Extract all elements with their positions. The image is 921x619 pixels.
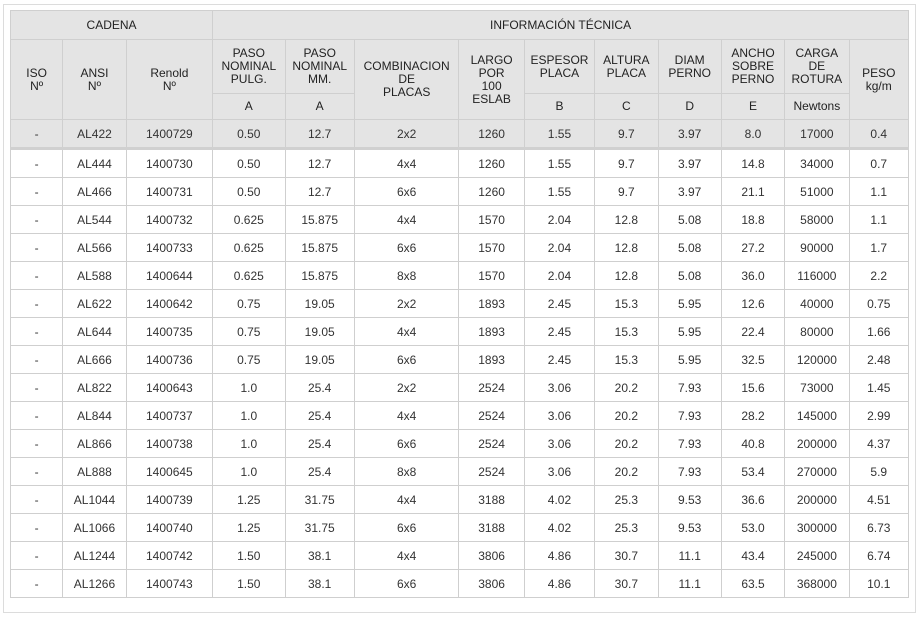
- cell-espesor: 2.04: [524, 234, 594, 262]
- cell-carga: 90000: [785, 234, 849, 262]
- cell-combinacion: 4x4: [354, 402, 459, 430]
- cell-altura: 12.8: [595, 234, 658, 262]
- cell-iso: -: [11, 542, 63, 570]
- cell-iso: -: [11, 430, 63, 458]
- table-body: [11, 120, 909, 598]
- cell-paso-pulg: 0.625: [213, 262, 285, 290]
- cell-diam: 5.95: [658, 290, 721, 318]
- cell-iso: -: [11, 486, 63, 514]
- cell-combinacion: 6x6: [354, 570, 459, 598]
- cell-peso: 2.48: [849, 346, 908, 374]
- cell-ansi: AL1244: [63, 542, 126, 570]
- cell-altura: 15.3: [595, 290, 658, 318]
- cell-renold: 1400732: [126, 206, 212, 234]
- cell-largo: 3806: [459, 542, 524, 570]
- cell-iso: -: [11, 570, 63, 598]
- cell-diam: 5.08: [658, 262, 721, 290]
- cell-ancho: 12.6: [721, 290, 784, 318]
- col-header-carga: CARGA DE ROTURA: [785, 40, 849, 94]
- table-row: [11, 374, 909, 402]
- cell-paso-pulg: 0.75: [213, 290, 285, 318]
- col-header-ancho: ANCHO SOBRE PERNO: [721, 40, 784, 94]
- col-header-combinacion: COMBINACION DE PLACAS: [354, 40, 459, 120]
- cell-carga: 245000: [785, 542, 849, 570]
- cell-carga: 51000: [785, 178, 849, 206]
- cell-diam: 9.53: [658, 486, 721, 514]
- cell-paso-pulg: 1.0: [213, 402, 285, 430]
- cell-combinacion: 6x6: [354, 346, 459, 374]
- cell-altura: 9.7: [595, 120, 658, 149]
- cell-ansi: AL544: [63, 206, 126, 234]
- cell-renold: 1400645: [126, 458, 212, 486]
- table-row: [11, 514, 909, 542]
- cell-ancho: 15.6: [721, 374, 784, 402]
- cell-renold: 1400740: [126, 514, 212, 542]
- cell-peso: 1.1: [849, 206, 908, 234]
- cell-ansi: AL1066: [63, 514, 126, 542]
- table-row: [11, 570, 909, 598]
- cell-combinacion: 8x8: [354, 262, 459, 290]
- cell-ancho: 21.1: [721, 178, 784, 206]
- cell-combinacion: 6x6: [354, 234, 459, 262]
- cell-espesor: 4.02: [524, 514, 594, 542]
- cell-ancho: 43.4: [721, 542, 784, 570]
- cell-renold: 1400735: [126, 318, 212, 346]
- cell-espesor: 1.55: [524, 149, 594, 178]
- cell-espesor: 3.06: [524, 402, 594, 430]
- cell-ansi: AL822: [63, 374, 126, 402]
- cell-iso: -: [11, 346, 63, 374]
- cell-combinacion: 2x2: [354, 290, 459, 318]
- cell-espesor: 2.04: [524, 262, 594, 290]
- cell-paso-pulg: 0.50: [213, 178, 285, 206]
- cell-paso-pulg: 0.625: [213, 206, 285, 234]
- cell-altura: 15.3: [595, 318, 658, 346]
- cell-renold: 1400737: [126, 402, 212, 430]
- cell-altura: 12.8: [595, 206, 658, 234]
- cell-paso-mm: 12.7: [285, 120, 354, 149]
- cell-iso: -: [11, 458, 63, 486]
- cell-espesor: 2.45: [524, 346, 594, 374]
- cell-diam: 7.93: [658, 458, 721, 486]
- table-row: [11, 206, 909, 234]
- cell-espesor: 2.45: [524, 318, 594, 346]
- cell-largo: 1260: [459, 120, 524, 149]
- cell-ancho: 40.8: [721, 430, 784, 458]
- cell-renold: 1400739: [126, 486, 212, 514]
- cell-largo: 1570: [459, 262, 524, 290]
- cell-renold: 1400643: [126, 374, 212, 402]
- cell-carga: 120000: [785, 346, 849, 374]
- cell-iso: -: [11, 318, 63, 346]
- cell-altura: 25.3: [595, 514, 658, 542]
- cell-paso-pulg: 1.0: [213, 374, 285, 402]
- cell-paso-mm: 15.875: [285, 206, 354, 234]
- cell-paso-pulg: 0.50: [213, 120, 285, 149]
- cell-iso: -: [11, 514, 63, 542]
- cell-iso: -: [11, 290, 63, 318]
- cell-peso: 10.1: [849, 570, 908, 598]
- cell-espesor: 3.06: [524, 374, 594, 402]
- cell-renold: 1400743: [126, 570, 212, 598]
- cell-ancho: 53.0: [721, 514, 784, 542]
- cell-iso: -: [11, 262, 63, 290]
- cell-paso-mm: 31.75: [285, 486, 354, 514]
- cell-ansi: AL588: [63, 262, 126, 290]
- cell-largo: 1570: [459, 206, 524, 234]
- cell-ansi: AL422: [63, 120, 126, 149]
- table-row: [11, 458, 909, 486]
- cell-renold: 1400642: [126, 290, 212, 318]
- cell-combinacion: 4x4: [354, 542, 459, 570]
- cell-paso-pulg: 1.25: [213, 486, 285, 514]
- table-row: [11, 290, 909, 318]
- cell-carga: 40000: [785, 290, 849, 318]
- col-header-iso: ISO Nº: [11, 40, 63, 120]
- cell-ansi: AL866: [63, 430, 126, 458]
- cell-diam: 9.53: [658, 514, 721, 542]
- cell-carga: 80000: [785, 318, 849, 346]
- col-header-largo: LARGO POR 100 ESLAB: [459, 40, 524, 120]
- table-row: [11, 346, 909, 374]
- cell-largo: 1570: [459, 234, 524, 262]
- cell-diam: 5.08: [658, 206, 721, 234]
- cell-carga: 116000: [785, 262, 849, 290]
- cell-altura: 9.7: [595, 149, 658, 178]
- cell-altura: 12.8: [595, 262, 658, 290]
- table-row: [11, 542, 909, 570]
- cell-paso-mm: 12.7: [285, 149, 354, 178]
- cell-diam: 7.93: [658, 430, 721, 458]
- cell-ancho: 18.8: [721, 206, 784, 234]
- cell-paso-pulg: 0.75: [213, 318, 285, 346]
- cell-combinacion: 4x4: [354, 486, 459, 514]
- table-row: [11, 318, 909, 346]
- cell-altura: 20.2: [595, 458, 658, 486]
- table-row: [11, 430, 909, 458]
- cell-ansi: AL622: [63, 290, 126, 318]
- table-row: [11, 486, 909, 514]
- unit-paso-pulg: A: [213, 94, 285, 120]
- cell-largo: 1893: [459, 318, 524, 346]
- cell-iso: -: [11, 149, 63, 178]
- cell-altura: 25.3: [595, 486, 658, 514]
- cell-espesor: 4.86: [524, 570, 594, 598]
- cell-paso-mm: 15.875: [285, 234, 354, 262]
- cell-ansi: AL566: [63, 234, 126, 262]
- cell-ancho: 8.0: [721, 120, 784, 149]
- cell-combinacion: 6x6: [354, 514, 459, 542]
- cell-ansi: AL644: [63, 318, 126, 346]
- unit-altura: C: [595, 94, 658, 120]
- col-header-renold: Renold Nº: [126, 40, 212, 120]
- cell-carga: 200000: [785, 486, 849, 514]
- cell-peso: 4.37: [849, 430, 908, 458]
- cell-combinacion: 2x2: [354, 120, 459, 149]
- col-header-espesor: ESPESOR PLACA: [524, 40, 594, 94]
- cell-diam: 3.97: [658, 178, 721, 206]
- cell-carga: 17000: [785, 120, 849, 149]
- cell-ancho: 63.5: [721, 570, 784, 598]
- cell-peso: 0.75: [849, 290, 908, 318]
- cell-largo: 3188: [459, 486, 524, 514]
- cell-peso: 5.9: [849, 458, 908, 486]
- col-header-peso: PESO kg/m: [849, 40, 908, 120]
- cell-ancho: 53.4: [721, 458, 784, 486]
- cell-carga: 145000: [785, 402, 849, 430]
- cell-altura: 9.7: [595, 178, 658, 206]
- cell-paso-mm: 38.1: [285, 570, 354, 598]
- cell-combinacion: 2x2: [354, 374, 459, 402]
- cell-peso: 1.66: [849, 318, 908, 346]
- cell-diam: 5.95: [658, 346, 721, 374]
- cell-largo: 1260: [459, 149, 524, 178]
- cell-diam: 7.93: [658, 374, 721, 402]
- group-header-informacion-tecnica: INFORMACIÓN TÉCNICA: [213, 11, 909, 40]
- cell-largo: 1893: [459, 290, 524, 318]
- cell-peso: 6.74: [849, 542, 908, 570]
- table-row: [11, 402, 909, 430]
- cell-ansi: AL666: [63, 346, 126, 374]
- cell-paso-mm: 31.75: [285, 514, 354, 542]
- cell-peso: 4.51: [849, 486, 908, 514]
- cell-paso-mm: 15.875: [285, 262, 354, 290]
- cell-iso: -: [11, 178, 63, 206]
- cell-carga: 368000: [785, 570, 849, 598]
- cell-ansi: AL1266: [63, 570, 126, 598]
- cell-largo: 2524: [459, 458, 524, 486]
- cell-largo: 3188: [459, 514, 524, 542]
- cell-largo: 2524: [459, 374, 524, 402]
- cell-ansi: AL888: [63, 458, 126, 486]
- table-header: [11, 11, 909, 120]
- cell-paso-mm: 25.4: [285, 430, 354, 458]
- table-row: [11, 149, 909, 178]
- cell-ancho: 32.5: [721, 346, 784, 374]
- unit-paso-mm: A: [285, 94, 354, 120]
- cell-diam: 3.97: [658, 149, 721, 178]
- cell-peso: 0.7: [849, 149, 908, 178]
- cell-espesor: 4.86: [524, 542, 594, 570]
- cell-renold: 1400742: [126, 542, 212, 570]
- cell-paso-pulg: 0.50: [213, 149, 285, 178]
- cell-largo: 1893: [459, 346, 524, 374]
- cell-combinacion: 6x6: [354, 430, 459, 458]
- cell-largo: 1260: [459, 178, 524, 206]
- cell-peso: 6.73: [849, 514, 908, 542]
- cell-altura: 30.7: [595, 570, 658, 598]
- cell-diam: 3.97: [658, 120, 721, 149]
- cell-espesor: 3.06: [524, 430, 594, 458]
- cell-paso-mm: 25.4: [285, 402, 354, 430]
- cell-iso: -: [11, 206, 63, 234]
- cell-peso: 2.99: [849, 402, 908, 430]
- cell-paso-pulg: 1.25: [213, 514, 285, 542]
- cell-renold: 1400730: [126, 149, 212, 178]
- cell-ansi: AL444: [63, 149, 126, 178]
- cell-ancho: 27.2: [721, 234, 784, 262]
- table-row: [11, 120, 909, 149]
- cell-espesor: 2.04: [524, 206, 594, 234]
- cell-diam: 11.1: [658, 570, 721, 598]
- cell-renold: 1400644: [126, 262, 212, 290]
- cell-ancho: 28.2: [721, 402, 784, 430]
- cell-espesor: 1.55: [524, 178, 594, 206]
- cell-diam: 5.08: [658, 234, 721, 262]
- cell-carga: 200000: [785, 430, 849, 458]
- cell-paso-pulg: 0.75: [213, 346, 285, 374]
- cell-espesor: 2.45: [524, 290, 594, 318]
- unit-espesor: B: [524, 94, 594, 120]
- cell-paso-mm: 25.4: [285, 458, 354, 486]
- unit-ancho: E: [721, 94, 784, 120]
- cell-espesor: 1.55: [524, 120, 594, 149]
- table-row: [11, 178, 909, 206]
- cell-diam: 5.95: [658, 318, 721, 346]
- col-header-paso-mm: PASO NOMINAL MM.: [285, 40, 354, 94]
- cell-paso-mm: 19.05: [285, 346, 354, 374]
- col-header-ansi: ANSI Nº: [63, 40, 126, 120]
- cell-renold: 1400731: [126, 178, 212, 206]
- table-row: [11, 234, 909, 262]
- cell-paso-pulg: 1.0: [213, 458, 285, 486]
- cell-combinacion: 6x6: [354, 178, 459, 206]
- cell-ansi: AL844: [63, 402, 126, 430]
- cell-combinacion: 4x4: [354, 149, 459, 178]
- cell-peso: 1.7: [849, 234, 908, 262]
- cell-combinacion: 4x4: [354, 318, 459, 346]
- cell-ancho: 22.4: [721, 318, 784, 346]
- unit-carga: Newtons: [785, 94, 849, 120]
- cell-paso-mm: 19.05: [285, 290, 354, 318]
- cell-largo: 2524: [459, 430, 524, 458]
- cell-combinacion: 8x8: [354, 458, 459, 486]
- cell-paso-mm: 19.05: [285, 318, 354, 346]
- cell-combinacion: 4x4: [354, 206, 459, 234]
- cell-carga: 58000: [785, 206, 849, 234]
- cell-diam: 11.1: [658, 542, 721, 570]
- col-header-paso-pulg: PASO NOMINAL PULG.: [213, 40, 285, 94]
- cell-altura: 20.2: [595, 430, 658, 458]
- cell-diam: 7.93: [658, 402, 721, 430]
- cell-iso: -: [11, 234, 63, 262]
- cell-espesor: 3.06: [524, 458, 594, 486]
- cell-ancho: 14.8: [721, 149, 784, 178]
- cell-peso: 0.4: [849, 120, 908, 149]
- cell-renold: 1400736: [126, 346, 212, 374]
- cell-altura: 20.2: [595, 374, 658, 402]
- cell-carga: 270000: [785, 458, 849, 486]
- cell-carga: 300000: [785, 514, 849, 542]
- cell-renold: 1400733: [126, 234, 212, 262]
- cell-iso: -: [11, 402, 63, 430]
- cell-largo: 2524: [459, 402, 524, 430]
- cell-largo: 3806: [459, 570, 524, 598]
- col-header-diam: DIAM PERNO: [658, 40, 721, 94]
- cell-iso: -: [11, 120, 63, 149]
- cell-altura: 20.2: [595, 402, 658, 430]
- cell-paso-pulg: 1.50: [213, 542, 285, 570]
- cell-paso-pulg: 1.50: [213, 570, 285, 598]
- cell-paso-pulg: 0.625: [213, 234, 285, 262]
- table-row: [11, 262, 909, 290]
- cell-paso-mm: 25.4: [285, 374, 354, 402]
- col-header-altura: ALTURA PLACA: [595, 40, 658, 94]
- cell-renold: 1400738: [126, 430, 212, 458]
- cell-ansi: AL466: [63, 178, 126, 206]
- cell-peso: 1.1: [849, 178, 908, 206]
- cell-ancho: 36.0: [721, 262, 784, 290]
- cell-paso-pulg: 1.0: [213, 430, 285, 458]
- unit-diam: D: [658, 94, 721, 120]
- cell-ansi: AL1044: [63, 486, 126, 514]
- cell-espesor: 4.02: [524, 486, 594, 514]
- cell-paso-mm: 38.1: [285, 542, 354, 570]
- cell-ancho: 36.6: [721, 486, 784, 514]
- cell-carga: 73000: [785, 374, 849, 402]
- cell-peso: 2.2: [849, 262, 908, 290]
- cell-altura: 30.7: [595, 542, 658, 570]
- cell-renold: 1400729: [126, 120, 212, 149]
- group-header-cadena: CADENA: [11, 11, 213, 40]
- cell-paso-mm: 12.7: [285, 178, 354, 206]
- cell-iso: -: [11, 374, 63, 402]
- cell-altura: 15.3: [595, 346, 658, 374]
- chain-spec-table: [10, 10, 909, 598]
- cell-peso: 1.45: [849, 374, 908, 402]
- cell-carga: 34000: [785, 149, 849, 178]
